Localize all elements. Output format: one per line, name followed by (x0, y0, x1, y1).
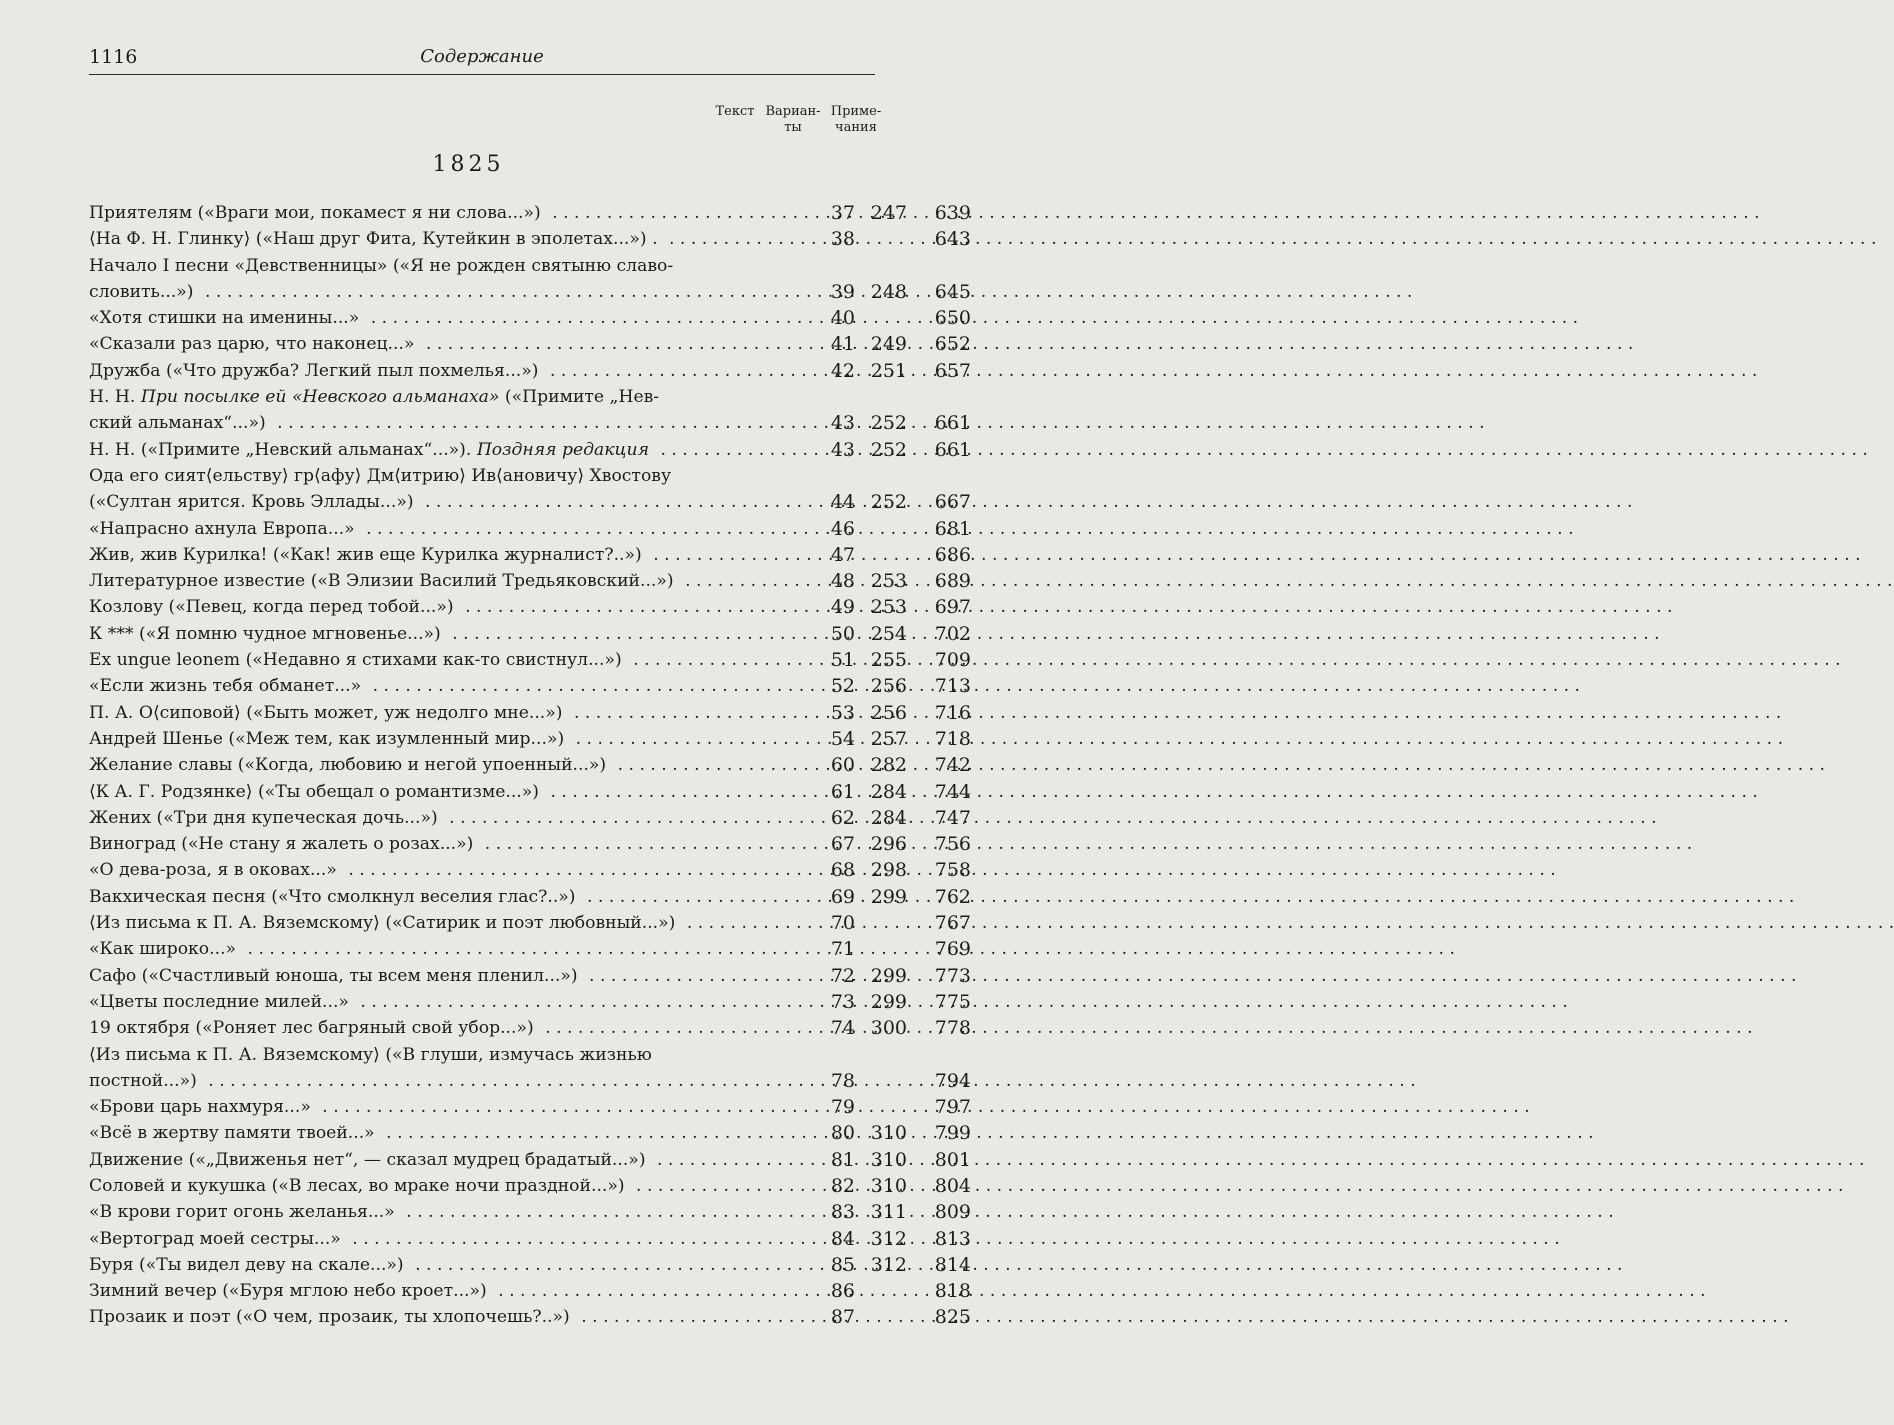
column-header-variants: Вариан- ты (765, 104, 821, 135)
page-variants: 310 (870, 1122, 907, 1145)
page-text: 83 (830, 1201, 855, 1224)
toc-entry-title: («Султан ярится. Кровь Эллады...») (89, 492, 420, 512)
toc-entry-line (89, 726, 971, 752)
page-notes: 686 (934, 543, 971, 566)
toc-entry-title: ский альманах“...») (89, 413, 272, 433)
toc-entry-line (89, 963, 971, 989)
page-text: 44 (830, 491, 855, 514)
toc-entry (89, 1304, 971, 1330)
toc-entry-title: Виноград («Не стану я жалеть о розах...») (89, 834, 479, 854)
page-notes: 657 (934, 359, 971, 382)
page-notes: 813 (934, 1227, 971, 1250)
page-text: 85 (830, 1253, 855, 1276)
toc-entry (89, 857, 971, 883)
page-notes: 825 (934, 1306, 971, 1329)
page-text: 48 (830, 570, 855, 593)
page-text: 41 (830, 333, 855, 356)
page-variants: 312 (870, 1227, 907, 1250)
page-variants: 248 (870, 280, 907, 303)
toc-entry-title: Жив, жив Курилка! («Как! жив еще Курилка журналист?..») (89, 545, 648, 565)
toc-entry (89, 621, 971, 647)
toc-entry-title: ⟨Из письма к П. А. Вяземскому⟩ («Сатирик и поэт любовный...») (89, 913, 681, 933)
toc-entry-title: Н. Н. При посылке ей «Невского альманаха» («Примите „Нев- (89, 387, 665, 407)
toc-entry-line (89, 463, 879, 489)
toc-entry-line (89, 857, 971, 883)
toc-entry-line (89, 805, 971, 831)
page-text: 67 (830, 833, 855, 856)
page-text: 73 (830, 990, 855, 1013)
toc-entry-line (89, 989, 971, 1015)
page-text: 72 (830, 964, 855, 987)
page-variants: 255 (870, 649, 907, 672)
page-text: 43 (830, 412, 855, 435)
toc-entry-line (89, 305, 971, 331)
page-variants: 282 (870, 754, 907, 777)
toc-entry-title: «Напрасно ахнула Европа...» (89, 519, 361, 539)
toc-entry-title: Сафо («Счастливый юноша, ты всем меня пленил...») (89, 966, 584, 986)
toc-entry-line (89, 647, 971, 673)
page-text: 47 (830, 543, 855, 566)
toc-entry (89, 358, 971, 384)
toc-entry-title: «Если жизнь тебя обманет...» (89, 676, 367, 696)
page-notes: 742 (934, 754, 971, 777)
page-notes: 778 (934, 1017, 971, 1040)
toc-entry-title: Желание славы («Когда, любовию и негой упоенный...») (89, 755, 612, 775)
toc-entry-title: постной...») (89, 1071, 203, 1091)
toc-entry-line (89, 1120, 971, 1146)
running-title: Содержание (420, 46, 544, 67)
page-variants: 312 (870, 1253, 907, 1276)
page-variants: 299 (870, 885, 907, 908)
page-notes: 639 (934, 202, 971, 224)
toc-entry-line (89, 1173, 971, 1199)
page-notes: 718 (934, 727, 971, 750)
page-text: 78 (830, 1069, 855, 1092)
toc-entry (89, 752, 971, 778)
toc-entry-line (89, 700, 971, 726)
toc-entry (89, 1147, 971, 1173)
toc-entry-line (89, 568, 971, 594)
toc-entry-line (89, 1068, 971, 1094)
page-notes: 773 (934, 964, 971, 987)
toc-entry-title: Начало I песни «Девственницы» («Я не рожден святыню славо- (89, 256, 679, 276)
page-notes: 799 (934, 1122, 971, 1145)
page-notes: 702 (934, 622, 971, 645)
page-variants: 298 (870, 859, 907, 882)
toc-entry-title: «Вертоград моей сестры...» (89, 1229, 347, 1249)
toc-entry (89, 963, 971, 989)
toc-entry-line (89, 1094, 971, 1120)
toc-entry-title: Жених («Три дня купеческая дочь...») (89, 808, 444, 828)
toc-entry-title: Приятелям («Враги мои, покамест я ни слова...») (89, 203, 547, 223)
toc-entry (89, 989, 971, 1015)
toc-entry-title: «Хотя стишки на именины...» (89, 308, 365, 328)
toc-entry (89, 700, 971, 726)
toc-entry (89, 542, 971, 568)
toc-entry-line (89, 1042, 879, 1068)
page-notes: 661 (934, 412, 971, 435)
page-notes: 667 (934, 491, 971, 514)
page-notes: 814 (934, 1253, 971, 1276)
page-text: 49 (830, 596, 855, 619)
page-variants: 252 (870, 491, 907, 514)
page-notes: 767 (934, 912, 971, 935)
page-notes: 650 (934, 307, 971, 330)
toc-entry-line (89, 516, 971, 542)
toc-entry-title: «В крови горит огонь желанья...» (89, 1202, 401, 1222)
column-header-notes: Приме- чания (830, 104, 882, 135)
header-rule (89, 74, 875, 75)
page-text: 53 (830, 701, 855, 724)
page-text: 69 (830, 885, 855, 908)
page-variants: 256 (870, 675, 907, 698)
page-variants: 256 (870, 701, 907, 724)
page-text: 87 (830, 1306, 855, 1329)
toc-entry (89, 673, 971, 699)
page-notes: 758 (934, 859, 971, 882)
toc-entry-line (89, 1252, 971, 1278)
page-variants: 296 (870, 833, 907, 856)
toc-entry-title: К *** («Я помню чудное мгновенье...») (89, 624, 447, 644)
page-variants: 251 (870, 359, 907, 382)
page-variants: 300 (870, 1017, 907, 1040)
toc-entry (89, 1226, 971, 1252)
toc-entry-line (89, 621, 971, 647)
toc-entry-line (89, 279, 971, 305)
toc-entry-title: ⟨Из письма к П. А. Вяземскому⟩ («В глуши, измучась жизнью (89, 1045, 658, 1065)
page-text: 42 (830, 359, 855, 382)
toc-entry-title: «Как широко...» (89, 939, 242, 959)
page-text: 51 (830, 649, 855, 672)
toc-entry-line (89, 358, 971, 384)
toc-entry (89, 805, 971, 831)
toc-entry (89, 331, 971, 357)
toc-entry-title: ⟨На Ф. Н. Глинку⟩ («Наш друг Фита, Кутейкин в эполетах...») . (89, 229, 664, 249)
page-variants: 253 (870, 596, 907, 619)
toc-entry (89, 779, 971, 805)
toc-entry-title: словить...») (89, 282, 200, 302)
page-notes: 713 (934, 675, 971, 698)
toc-entry-line (89, 884, 971, 910)
toc-entry (89, 1120, 971, 1146)
page-notes: 652 (934, 333, 971, 356)
toc-entry (89, 936, 971, 962)
page-text: 70 (830, 912, 855, 935)
toc-entry (89, 305, 971, 331)
page-variants: 311 (870, 1201, 907, 1224)
page-text: 82 (830, 1174, 855, 1197)
toc-entry (89, 516, 971, 542)
toc-entry-title: Соловей и кукушка («В лесах, во мраке ночи праздной...») (89, 1176, 631, 1196)
page-notes: 775 (934, 990, 971, 1013)
page-text: 62 (830, 806, 855, 829)
page-notes: 809 (934, 1201, 971, 1224)
page-variants: 247 (870, 202, 907, 224)
page-variants: 254 (870, 622, 907, 645)
toc-entry-title: Буря («Ты видел деву на скале...») (89, 1255, 410, 1275)
toc-entry (89, 726, 971, 752)
page-text: 71 (830, 938, 855, 961)
column-header-text: Текст (715, 104, 755, 119)
running-head (89, 46, 875, 74)
page-text: 79 (830, 1096, 855, 1119)
toc-entry-title: Н. Н. («Примите „Невский альманах“...»). Поздняя редакция (89, 440, 655, 460)
page-variants: 252 (870, 412, 907, 435)
page-text: 60 (830, 754, 855, 777)
toc-entry-line (89, 752, 971, 778)
toc-entry-line (89, 200, 971, 226)
page-variants: 310 (870, 1148, 907, 1171)
page-text: 74 (830, 1017, 855, 1040)
page-text: 39 (830, 280, 855, 303)
toc-entry (89, 884, 971, 910)
toc-entry-line (89, 1226, 971, 1252)
page-number: 1116 (89, 46, 138, 68)
page-notes: 697 (934, 596, 971, 619)
toc-entry (89, 594, 971, 620)
toc-entry (89, 1042, 971, 1095)
page-text: 37 (830, 202, 855, 224)
page-variants: 284 (870, 806, 907, 829)
toc-entry-title: «Цветы последние милей...» (89, 992, 355, 1012)
page-notes: 709 (934, 649, 971, 672)
toc-entry-title: П. А. О⟨сиповой⟩ («Быть может, уж недолго мне...») (89, 703, 568, 723)
toc-entry-line (89, 594, 971, 620)
page-text: 68 (830, 859, 855, 882)
page-notes: 769 (934, 938, 971, 961)
page-variants: 253 (870, 570, 907, 593)
page-variants: 299 (870, 990, 907, 1013)
toc-entry-line (89, 253, 879, 279)
page-variants: 310 (870, 1174, 907, 1197)
toc-entry-line (89, 410, 971, 436)
toc-entry-title: Ода его сият⟨ельству⟩ гр⟨афу⟩ Дм⟨итрию⟩ Ив⟨ановичу⟩ Хвостову (89, 466, 677, 486)
page-text: 50 (830, 622, 855, 645)
toc-entry (89, 1173, 971, 1199)
toc-entry-line (89, 936, 971, 962)
toc-entry (89, 568, 971, 594)
page-notes: 716 (934, 701, 971, 724)
page-notes: 797 (934, 1096, 971, 1119)
toc-entry (89, 647, 971, 673)
page-variants: 252 (870, 438, 907, 461)
toc-entry-title: Ex ungue leonem («Недавно я стихами как-то свистнул...») (89, 650, 628, 670)
toc-entry (89, 1015, 971, 1041)
toc-entry-line (89, 226, 971, 252)
page-text: 52 (830, 675, 855, 698)
page-text: 38 (830, 228, 855, 251)
toc-entry-line (89, 331, 971, 357)
toc-entry-title: Прозаик и поэт («О чем, прозаик, ты хлопочешь?..») (89, 1307, 576, 1327)
page-notes: 794 (934, 1069, 971, 1092)
toc-entry (89, 463, 971, 516)
page-notes: 645 (934, 280, 971, 303)
contents-list (89, 200, 971, 1331)
page-notes: 756 (934, 833, 971, 856)
toc-entry-line (89, 1304, 971, 1330)
toc-entry (89, 1094, 971, 1120)
toc-entry-line (89, 489, 971, 515)
page-notes: 744 (934, 780, 971, 803)
toc-entry (89, 384, 971, 437)
page-notes: 689 (934, 570, 971, 593)
toc-entry-title: «Сказали раз царю, что наконец...» (89, 334, 420, 354)
page-notes: 643 (934, 228, 971, 251)
toc-entry (89, 831, 971, 857)
page-text: 81 (830, 1148, 855, 1171)
toc-entry-title: ⟨К А. Г. Родзянке⟩ («Ты обещал о романтизме...») (89, 782, 545, 802)
toc-entry (89, 226, 971, 252)
page-text: 46 (830, 517, 855, 540)
page-text: 40 (830, 307, 855, 330)
toc-entry-line (89, 384, 879, 410)
page-text: 84 (830, 1227, 855, 1250)
toc-entry-title: «Всё в жертву памяти твоей...» (89, 1123, 381, 1143)
toc-entry-title: Литературное известие («В Элизии Василий Тредьяковский...») (89, 571, 680, 591)
toc-entry (89, 200, 971, 226)
toc-entry-line (89, 437, 971, 463)
page-notes: 801 (934, 1148, 971, 1171)
toc-entry-title: Козлову («Певец, когда перед тобой...») (89, 597, 460, 617)
page-text: 43 (830, 438, 855, 461)
toc-entry-line (89, 1199, 971, 1225)
toc-entry-title: 19 октября («Роняет лес багряный свой убор...») (89, 1018, 540, 1038)
toc-entry-line (89, 1147, 971, 1173)
toc-entry-line (89, 673, 971, 699)
page-text: 80 (830, 1122, 855, 1145)
page-notes: 681 (934, 517, 971, 540)
toc-entry (89, 437, 971, 463)
page-notes: 661 (934, 438, 971, 461)
toc-entry (89, 1199, 971, 1225)
toc-entry-title: Зимний вечер («Буря мглою небо кроет...») (89, 1281, 493, 1301)
toc-entry-title: Дружба («Что дружба? Легкий пыл похмелья...») (89, 361, 545, 381)
toc-entry (89, 1252, 971, 1278)
page-variants: 249 (870, 333, 907, 356)
toc-entry-line (89, 779, 971, 805)
page-notes: 762 (934, 885, 971, 908)
toc-entry-title: Андрей Шенье («Меж тем, как изумленный мир...») (89, 729, 570, 749)
toc-entry (89, 253, 971, 306)
toc-entry (89, 1278, 971, 1304)
toc-entry-title: Движение («„Движенья нет“, — сказал мудрец брадатый...») (89, 1150, 652, 1170)
toc-entry-line (89, 1278, 971, 1304)
page-notes: 747 (934, 806, 971, 829)
toc-entry-line (89, 910, 971, 936)
page-variants: 299 (870, 964, 907, 987)
toc-entry-line (89, 1015, 971, 1041)
toc-entry-title: «О дева-роза, я в оковах...» (89, 860, 343, 880)
year-heading: 1825 (432, 152, 505, 177)
toc-entry-line (89, 542, 971, 568)
page-variants: 284 (870, 780, 907, 803)
page-text: 86 (830, 1280, 855, 1303)
toc-entry-title: Вакхическая песня («Что смолкнул веселия глас?..») (89, 887, 582, 907)
page-notes: 818 (934, 1280, 971, 1303)
toc-entry (89, 910, 971, 936)
toc-entry-title: «Брови царь нахмуря...» (89, 1097, 317, 1117)
page-notes: 804 (934, 1174, 971, 1197)
page-text: 54 (830, 727, 855, 750)
page-text: 61 (830, 780, 855, 803)
page-variants: 257 (870, 727, 907, 750)
toc-entry-line (89, 831, 971, 857)
